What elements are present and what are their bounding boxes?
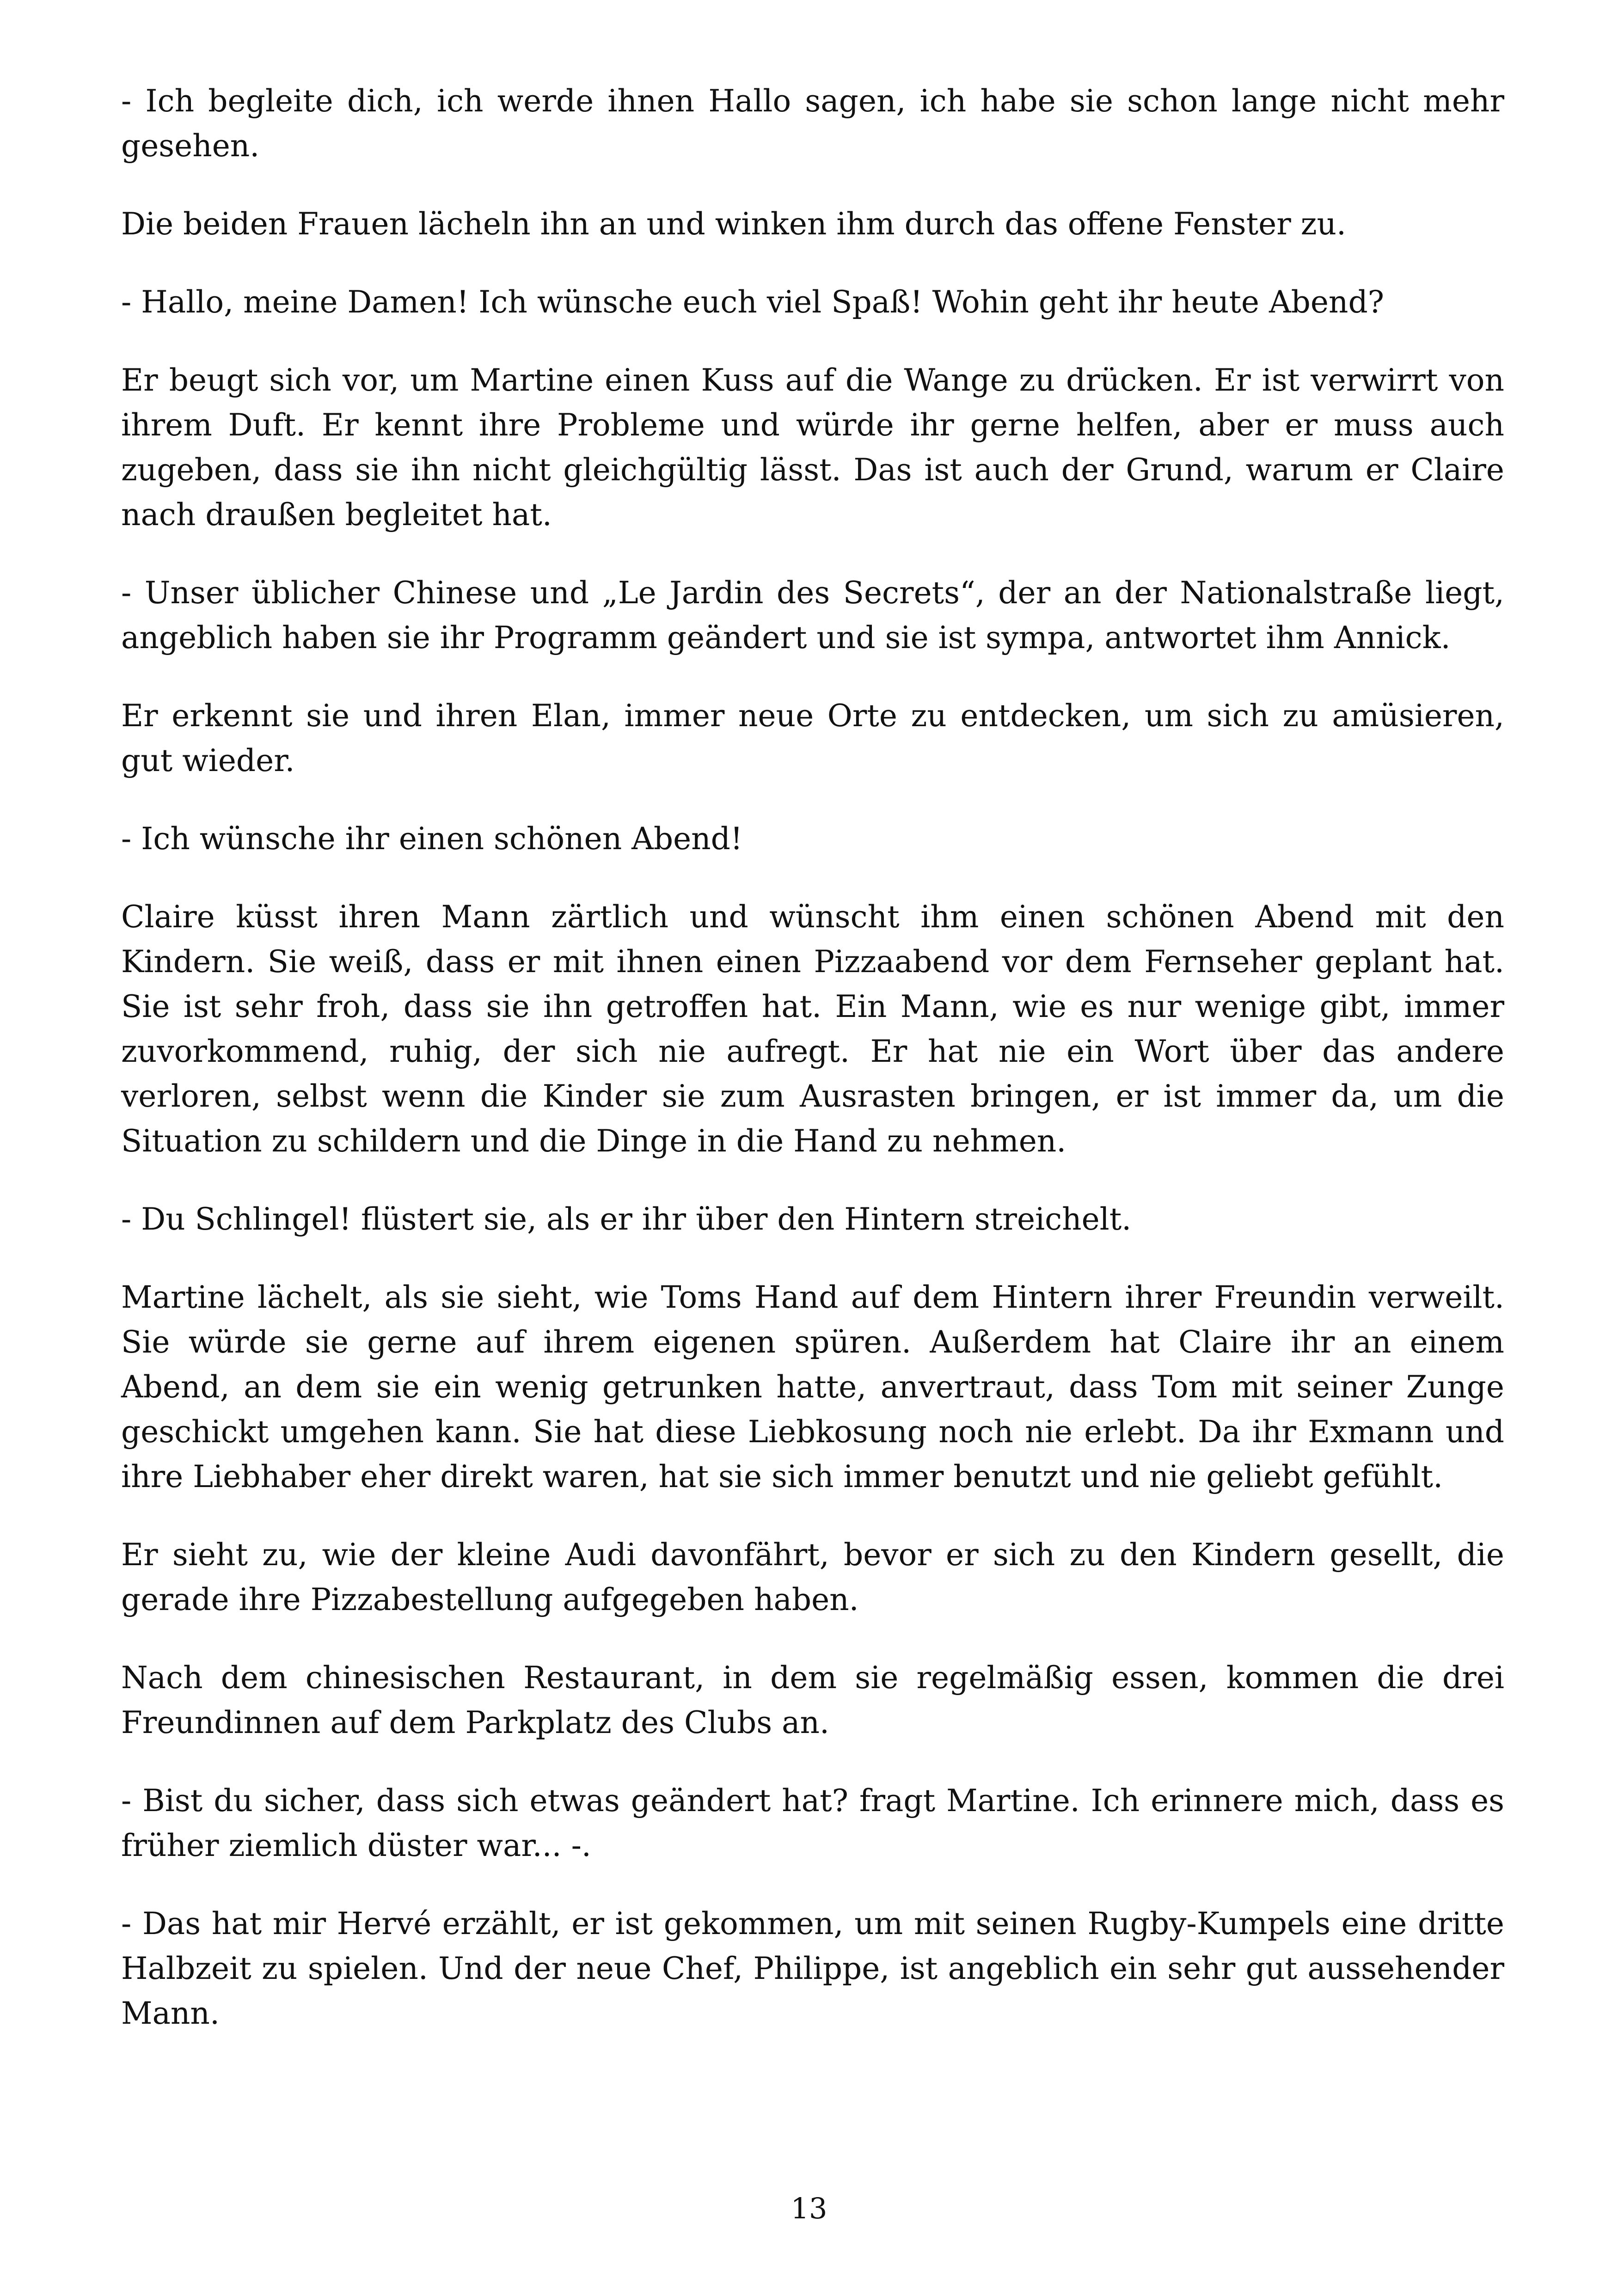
paragraph: Nach dem chinesischen Restaurant, in dem sie regelmäßig essen, kommen die drei Freundinnen auf dem Parkplatz des Clubs an.: [121, 1660, 1504, 1740]
paragraph: - Ich begleite dich, ich werde ihnen Hallo sagen, ich habe sie schon lange nicht mehr gesehen.: [121, 83, 1504, 164]
page-body: [121, 79, 1504, 2069]
paragraph: Martine lächelt, als sie sieht, wie Toms Hand auf dem Hintern ihrer Freundin verweilt. Sie würde sie gerne auf ihrem eigenen spüren. Außerdem hat Claire ihr an einem Abend, an dem sie ein wenig getrunken hatte, anvertraut, dass Tom mit seiner Zunge geschickt umgehen kann. Sie hat diese Liebkosung noch nie erlebt. Da ihr Exmann und ihre Liebhaber eher direkt waren, hat sie sich immer benutzt und nie geliebt gefühlt.: [121, 1280, 1504, 1494]
paragraph: Er erkennt sie und ihren Elan, immer neue Orte zu entdecken, um sich zu amüsieren, gut wieder.: [121, 698, 1504, 778]
paragraph: - Hallo, meine Damen! Ich wünsche euch viel Spaß! Wohin geht ihr heute Abend?: [121, 284, 1385, 320]
paragraph: - Bist du sicher, dass sich etwas geändert hat? fragt Martine. Ich erinnere mich, dass es früher ziemlich düster war... -.: [121, 1783, 1504, 1863]
paragraph: - Ich wünsche ihr einen schönen Abend!: [121, 821, 743, 857]
paragraph: - Du Schlingel! flüstert sie, als er ihr über den Hintern streichelt.: [121, 1201, 1132, 1237]
page-number: 13: [791, 2192, 827, 2225]
paragraph: Er beugt sich vor, um Martine einen Kuss auf die Wange zu drücken. Er ist verwirrt von ihrem Duft. Er kennt ihre Probleme und würde ihr gerne helfen, aber er muss auch zugeben, dass sie ihn nicht gleichgültig lässt. Das ist auch der Grund, warum er Claire nach draußen begleitet hat.: [121, 362, 1504, 533]
paragraph: - Unser üblicher Chinese und „Le Jardin des Secrets“, der an der Nationalstraße liegt, angeblich haben sie ihr Programm geändert und sie ist sympa, antwortet ihm Annick.: [121, 575, 1504, 655]
paragraph: - Das hat mir Hervé erzählt, er ist gekommen, um mit seinen Rugby-Kumpels eine dritte Halbzeit zu spielen. Und der neue Chef, Philippe, ist angeblich ein sehr gut aussehender Mann.: [121, 1906, 1504, 2031]
paragraph: Er sieht zu, wie der kleine Audi davonfährt, bevor er sich zu den Kindern gesellt, die gerade ihre Pizzabestellung aufgegeben haben.: [121, 1537, 1504, 1617]
paragraph: Die beiden Frauen lächeln ihn an und winken ihm durch das offene Fenster zu.: [121, 206, 1347, 242]
paragraph: Claire küsst ihren Mann zärtlich und wünscht ihm einen schönen Abend mit den Kindern. Sie weiß, dass er mit ihnen einen Pizzaabend vor dem Fernseher geplant hat. Sie ist sehr froh, dass sie ihn getroffen hat. Ein Mann, wie es nur wenige gibt, immer zuvorkommend, ruhig, der sich nie aufregt. Er hat nie ein Wort über das andere verloren, selbst wenn die Kinder sie zum Ausrasten bringen, er ist immer da, um die Situation zu schildern und die Dinge in die Hand zu nehmen.: [121, 899, 1504, 1159]
